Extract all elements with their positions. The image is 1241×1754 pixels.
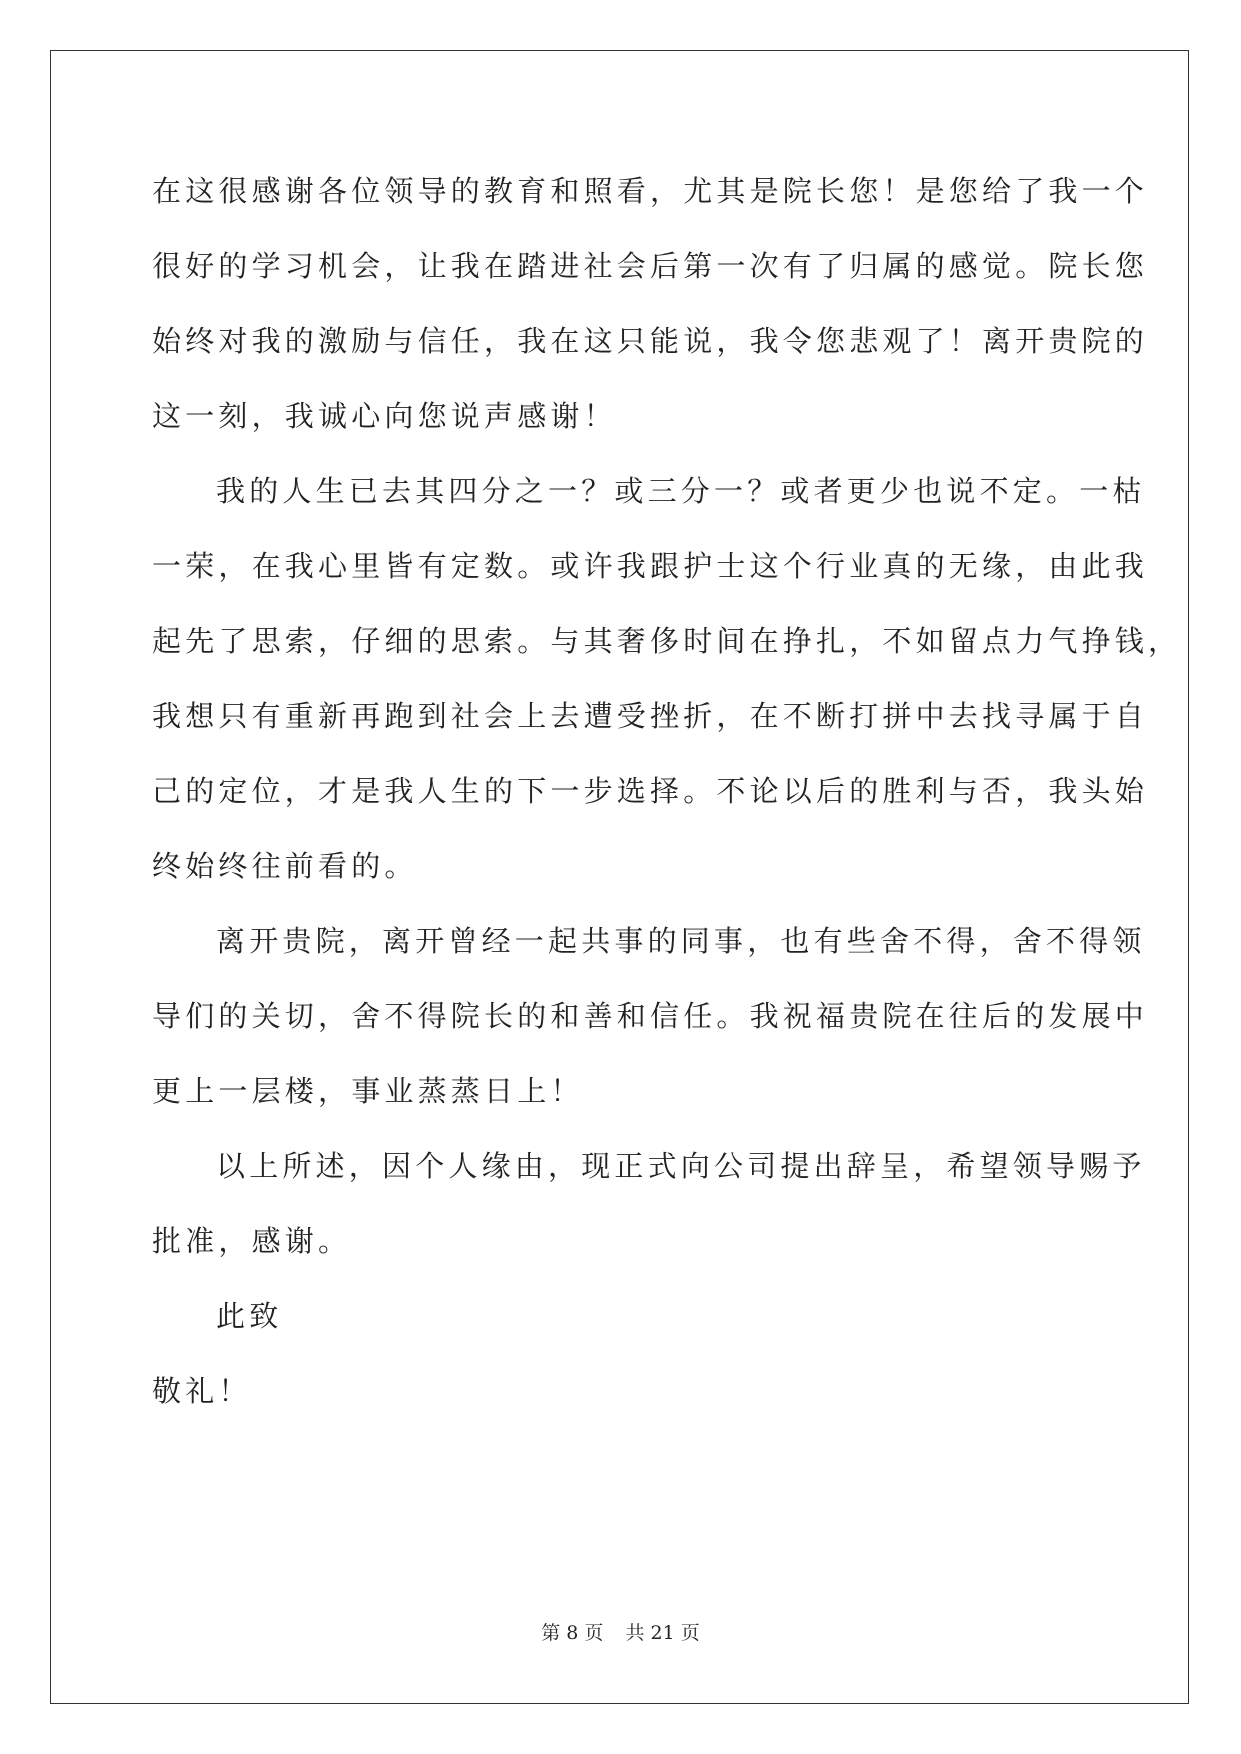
text-line: 起先了思索，仔细的思索。与其奢侈时间在挣扎，不如留点力气挣钱，	[152, 624, 1182, 658]
text-line: 在这很感谢各位领导的教育和照看，尤其是院长您！是您给了我一个	[152, 174, 1149, 208]
text-line: 这一刻，我诚心向您说声感谢！	[152, 399, 617, 433]
text-line: 批准，感谢。	[152, 1224, 352, 1258]
text-line: 终始终往前看的。	[152, 849, 418, 883]
text-line: 始终对我的激励与信任，我在这只能说，我令您悲观了！离开贵院的	[152, 324, 1149, 358]
text-line: 己的定位，才是我人生的下一步选择。不论以后的胜利与否，我头始	[152, 774, 1149, 808]
text-line: 一荣，在我心里皆有定数。或许我跟护士这个行业真的无缘，由此我	[152, 549, 1149, 583]
text-line: 很好的学习机会，让我在踏进社会后第一次有了归属的感觉。院长您	[152, 249, 1149, 283]
letter-body	[152, 160, 1182, 1435]
paragraph-start-line: 离开贵院，离开曾经一起共事的同事，也有些舍不得，舍不得领	[216, 924, 1146, 958]
closing-salutation: 此致	[216, 1299, 283, 1333]
text-line: 更上一层楼，事业蒸蒸日上！	[152, 1074, 584, 1108]
page-number: 第 8 页	[541, 1622, 604, 1644]
paragraph-start-line: 我的人生已去其四分之一？或三分一？或者更少也说不定。一枯	[216, 474, 1146, 508]
page-footer	[0, 1618, 1241, 1645]
text-line: 我想只有重新再跑到社会上去遭受挫折，在不断打拼中去找寻属于自	[152, 699, 1149, 733]
paragraph-start-line: 以上所述，因个人缘由，现正式向公司提出辞呈，希望领导赐予	[216, 1149, 1146, 1183]
page-total: 共 21 页	[625, 1622, 700, 1644]
closing-regards: 敬礼！	[152, 1374, 252, 1408]
text-line: 导们的关切，舍不得院长的和善和信任。我祝福贵院在往后的发展中	[152, 999, 1149, 1033]
